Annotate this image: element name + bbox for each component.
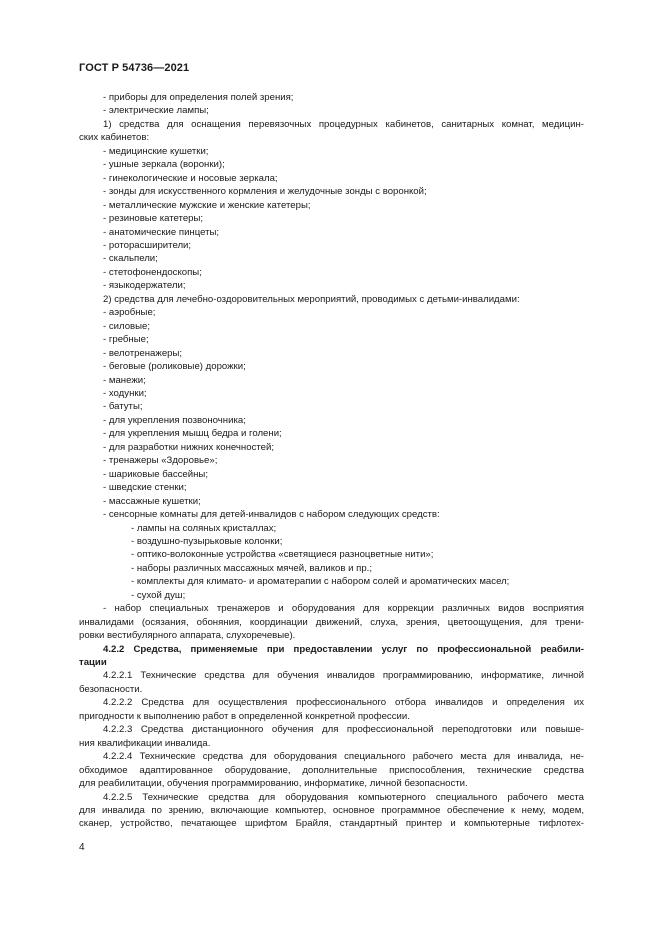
text-line: обходимое адаптированное оборудование, дополнительные приспособления, технические средства [79, 764, 584, 776]
text-line: 4.2.2.1 Технические средства для обучения инвалидов программированию, информатике, личной [103, 670, 584, 682]
document-code: ГОСТ Р 54736—2021 [79, 62, 190, 74]
text-line: - гребные; [103, 334, 149, 346]
text-line: - для укрепления мышц бедра и голени; [103, 428, 282, 440]
text-line: инвалидами (осязания, обоняния, координации движений, слуха, зрения, цветоощущения, для трени- [79, 616, 584, 628]
document-body [79, 91, 584, 831]
text-line: - тренажеры «Здоровье»; [103, 455, 218, 467]
text-line: ния квалификации инвалида. [79, 737, 211, 749]
text-line: - воздушно-пузырьковые колонки; [131, 535, 283, 547]
text-line: - гинекологические и носовые зеркала; [103, 172, 278, 184]
text-line: 1) средства для оснащения перевязочных процедурных кабинетов, санитарных комнат, медицин- [103, 118, 584, 130]
text-line: - анатомические пинцеты; [103, 226, 220, 238]
text-line: - ходунки; [103, 387, 147, 399]
text-line: - электрические лампы; [103, 105, 209, 117]
text-line: - зонды для искусственного кормления и желудочные зонды с воронкой; [103, 186, 427, 198]
text-line: - манежи; [103, 374, 146, 386]
text-line: - приборы для определения полей зрения; [103, 92, 294, 103]
text-line: 4.2.2.3 Средства дистанционного обучения для профессиональной переподготовки или повыше- [103, 724, 584, 736]
text-line: - комплекты для климато- и аромaтерапии с набором солей и ароматических масел; [131, 576, 510, 588]
text-line: - шариковые бассейны; [103, 468, 208, 480]
text-line: - сухой душ; [131, 589, 186, 601]
text-line: - резиновые катетеры; [103, 213, 204, 225]
text-line: сканер, устройство, печатающее шрифтом Брайля, стандартный принтер и компьютерные тифлотех- [79, 818, 584, 830]
text-line: 4.2.2 Средства, применяемые при предоставлении услуг по профессиональной реабили- [103, 643, 584, 655]
page-number: 4 [79, 842, 85, 853]
text-line: тации [79, 657, 107, 669]
text-line: ских кабинетов: [79, 132, 150, 144]
text-line: - языкодержатели; [103, 280, 186, 292]
text-line: для инвалида по зрению, включающие компьютер, основное программное обеспечение к нему, модем, [79, 805, 584, 817]
text-line: - металлические мужские и женские катетеры; [103, 199, 311, 211]
text-line: - наборы различных массажных мячей, валиков и пр.; [131, 562, 373, 574]
text-line: - велотренажеры; [103, 347, 183, 359]
text-line: - беговые (роликовые) дорожки; [103, 361, 246, 373]
text-line: для реабилитации, обучения программированию, информатике, личной безопасности. [79, 778, 468, 790]
text-line: - стетофонендоскопы; [103, 266, 202, 278]
text-line: - скальпели; [103, 253, 158, 265]
text-line: - шведские стенки; [103, 482, 187, 494]
text-line: - ушные зеркала (воронки); [103, 159, 225, 171]
text-line: - для разработки нижних конечностей; [103, 441, 275, 453]
text-line: ровки вестибулярного аппарата, слухоречевые). [79, 630, 296, 642]
text-line: - медицинские кушетки; [103, 145, 209, 157]
text-line: - сенсорные комнаты для детей-инвалидов с набором следующих средств: [103, 509, 440, 521]
text-line: пригодности к выполнению работ в определенной конкретной профессии. [79, 710, 410, 722]
text-line: 2) средства для лечебно-оздоровительных мероприятий, проводимых с детьми-инвалидами: [103, 293, 520, 305]
text-line: - аэробные; [103, 307, 156, 319]
text-line: - набор специальных тренажеров и оборудования для коррекции различных видов восприятия [103, 603, 584, 615]
text-line: - оптико-волоконные устройства «светящиеся разноцветные нити»; [131, 549, 434, 561]
text-line: - силовые; [103, 320, 151, 332]
text-line: безопасности. [79, 683, 143, 695]
text-line: - батуты; [103, 401, 143, 413]
text-line: - массажные кушетки; [103, 495, 201, 507]
text-line: 4.2.2.4 Технические средства для оборудования специального рабочего места для инвалида, не- [103, 751, 584, 763]
text-line: - лампы на соляных кристаллах; [131, 522, 277, 534]
text-line: - для укрепления позвоночника; [103, 414, 246, 426]
text-line: 4.2.2.2 Средства для осуществления профессионального отбора инвалидов и определения их [103, 697, 584, 709]
text-line: 4.2.2.5 Технические средства для оборудования компьютерного специального рабочего места [103, 791, 584, 803]
text-line: - роторасширители; [103, 239, 192, 251]
